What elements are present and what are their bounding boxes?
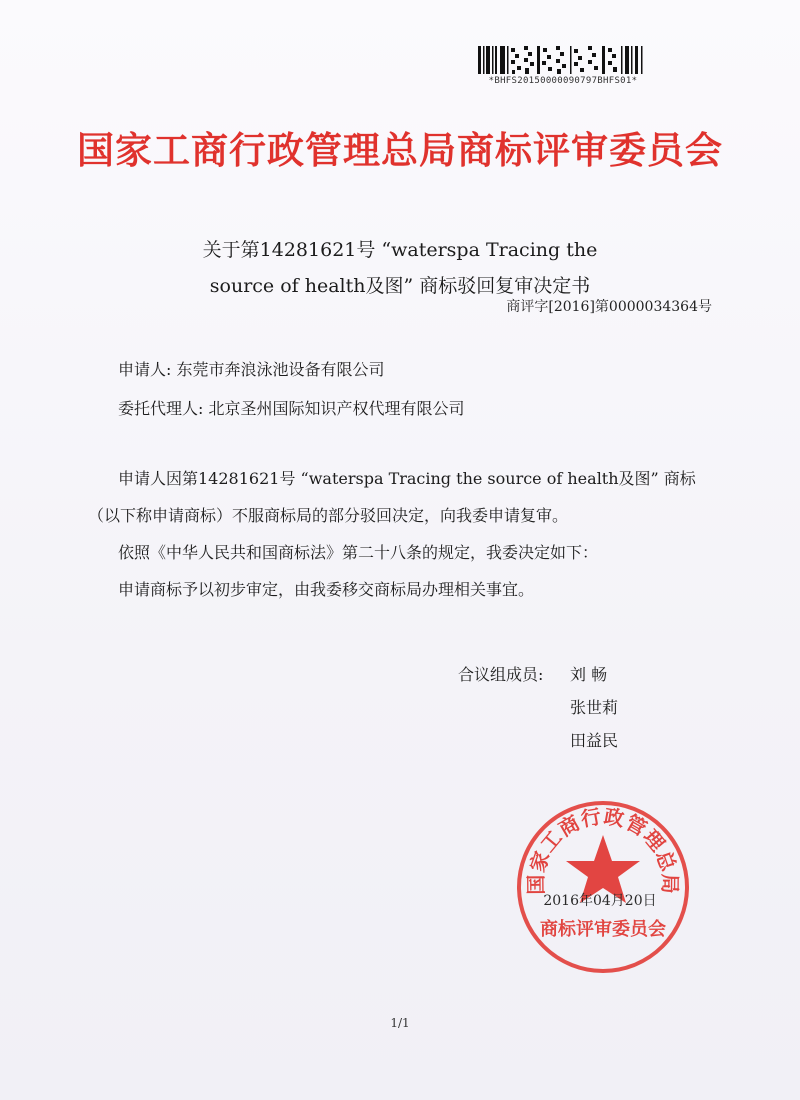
barcode-graphic bbox=[478, 46, 646, 74]
body-line-3: 依照《中华人民共和国商标法》第二十八条的规定，我委决定如下： bbox=[118, 543, 599, 562]
applicant-name: 东莞市奔浪泳池设备有限公司 bbox=[176, 360, 385, 379]
document-title-line-1: 关于第14281621号 “waterspa Tracing the bbox=[202, 239, 598, 261]
body-line-4: 申请商标予以初步审定，由我委移交商标局办理相关事宜。 bbox=[118, 580, 535, 599]
applicant-row bbox=[118, 357, 385, 380]
organization-title: 国家工商行政管理总局商标评审委员会 bbox=[77, 129, 723, 172]
official-seal bbox=[513, 797, 693, 977]
document-title bbox=[0, 232, 800, 304]
agent-name: 北京圣州国际知识产权代理有限公司 bbox=[208, 399, 465, 418]
applicant-label: 申请人: bbox=[118, 360, 172, 379]
seal-top-text: 国家工商行政管理总局 bbox=[523, 804, 683, 895]
document-title-line-2: source of health及图” 商标驳回复审决定书 bbox=[209, 275, 591, 297]
decision-body bbox=[88, 460, 728, 608]
agent-label: 委托代理人: bbox=[118, 399, 204, 418]
page-number: 1/1 bbox=[390, 1016, 410, 1030]
seal-bottom-text: 商标评审委员会 bbox=[540, 919, 666, 940]
agent-row bbox=[118, 396, 465, 419]
barcode-text: *BHFS20150000090797BHFS01* bbox=[488, 76, 638, 86]
panel-member-3: 田益民 bbox=[570, 731, 619, 750]
body-line-1: 申请人因第14281621号 “waterspa Tracing the source of health及图” 商标 bbox=[118, 469, 696, 488]
body-line-2: （以下称申请商标）不服商标局的部分驳回决定，向我委申请复审。 bbox=[88, 506, 569, 525]
panel-member-2: 张世莉 bbox=[570, 698, 619, 717]
document-number: 商评字[2016]第0000034364号 bbox=[506, 299, 712, 315]
panel-member-1: 刘 畅 bbox=[570, 665, 608, 684]
panel-label: 合议组成员: bbox=[458, 665, 544, 684]
decision-date: 2016年04月20日 bbox=[543, 893, 657, 909]
